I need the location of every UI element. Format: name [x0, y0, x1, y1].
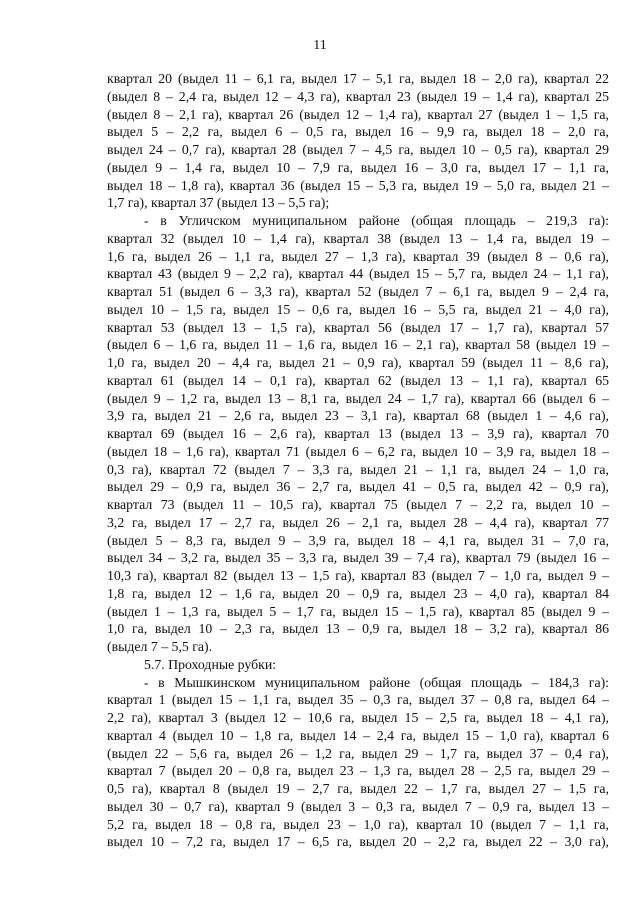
text-line: (выдел 8 – 2,1 га), квартал 26 (выдел 12 – 1,4 га), квартал 27 (выдел 1 – 1,5 га,	[107, 106, 609, 122]
text-line: 0,5 га), квартал 8 (выдел 19 – 2,7 га, выдел 22 – 1,7 га, выдел 27 – 1,5 га,	[107, 781, 609, 796]
text-line: 3,9 га, выдел 21 – 2,6 га, выдел 23 – 3,1 га), квартал 68 (выдел 1 – 4,6 га),	[107, 408, 609, 424]
text-line: (выдел 18 – 1,6 га), квартал 71 (выдел 6 – 6,2 га, выдел 10 – 3,9 га, выдел 18 –	[107, 443, 609, 459]
text-line: - в Угличском муниципальном районе (общая площадь – 219,3 га):	[144, 213, 609, 228]
text-line: 1,0 га, выдел 10 – 2,3 га, выдел 13 – 0,9 га, выдел 18 – 3,2 га), квартал 86	[107, 621, 609, 637]
text-line: выдел 30 – 0,7 га), квартал 9 (выдел 3 – 0,3 га, выдел 7 – 0,9 га, выдел 13 –	[107, 798, 609, 814]
text-line: выдел 10 – 1,5 га, выдел 15 – 0,6 га, выдел 16 – 5,5 га, выдел 21 – 4,0 га),	[107, 301, 609, 317]
text-line: квартал 73 (выдел 11 – 10,5 га), квартал 75 (выдел 7 – 2,2 га, выдел 10 –	[107, 497, 609, 512]
text-line: квартал 1 (выдел 15 – 1,1 га, выдел 35 – 0,3 га, выдел 37 – 0,8 га, выдел 64 –	[107, 692, 609, 708]
text-line: квартал 4 (выдел 10 – 1,8 га, выдел 14 – 2,4 га, выдел 15 – 1,0 га), квартал 6	[107, 727, 609, 743]
text-line: (выдел 9 – 1,4 га, выдел 10 – 7,9 га, выдел 16 – 3,0 га, выдел 17 – 1,1 га,	[107, 159, 609, 175]
text-line: 3,2 га, выдел 17 – 2,7 га, выдел 26 – 2,1 га, выдел 28 – 4,4 га), квартал 77	[107, 514, 609, 530]
text-line: 2,2 га), квартал 3 (выдел 12 – 10,6 га, выдел 15 – 2,5 га, выдел 18 – 4,1 га),	[107, 710, 609, 725]
text-line: квартал 7 (выдел 20 – 0,8 га, выдел 23 – 1,3 га, выдел 28 – 2,5 га, выдел 29 –	[107, 763, 609, 779]
text-line: квартал 51 (выдел 6 – 3,3 га), квартал 52 (выдел 7 – 6,1 га, выдел 9 – 2,4 га,	[107, 284, 609, 299]
text-line: (выдел 7 – 5,5 га).	[107, 639, 213, 654]
text-line: 1,0 га, выдел 20 – 4,4 га, выдел 21 – 0,9 га), квартал 59 (выдел 11 – 8,6 га),	[107, 355, 609, 370]
text-line: квартал 61 (выдел 14 – 0,1 га), квартал 62 (выдел 13 – 1,1 га), квартал 65	[107, 372, 609, 388]
text-line: - в Мышкинском муниципальном районе (общая площадь – 184,3 га):	[144, 674, 609, 690]
text-line: (выдел 22 – 5,6 га, выдел 26 – 1,2 га, выдел 29 – 1,7 га, выдел 37 – 0,4 га),	[107, 745, 609, 761]
page-number: 11	[313, 38, 327, 53]
text-line: (выдел 9 – 1,2 га, выдел 13 – 8,1 га, выдел 24 – 1,7 га), квартал 66 (выдел 6 –	[107, 390, 609, 406]
text-line: выдел 29 – 0,9 га, выдел 36 – 2,7 га, выдел 41 – 0,5 га, выдел 42 – 0,9 га),	[107, 479, 609, 495]
document-body	[107, 70, 609, 851]
text-line: квартал 32 (выдел 10 – 1,4 га), квартал 38 (выдел 13 – 1,4 га, выдел 19 –	[107, 230, 609, 246]
text-line: 1,8 га, выдел 12 – 1,6 га, выдел 20 – 0,9 га, выдел 23 – 4,0 га), квартал 84	[107, 585, 609, 601]
text-line: квартал 53 (выдел 13 – 1,5 га), квартал 56 (выдел 17 – 1,7 га), квартал 57	[107, 319, 609, 335]
text-line: квартал 20 (выдел 11 – 6,1 га, выдел 17 – 5,1 га, выдел 18 – 2,0 га), квартал 22	[107, 71, 609, 86]
text-line: 1,7 га), квартал 37 (выдел 13 – 5,5 га);	[107, 195, 330, 211]
text-line: (выдел 1 – 1,3 га, выдел 5 – 1,7 га, выдел 15 – 1,5 га), квартал 85 (выдел 9 –	[107, 603, 609, 619]
text-line: выдел 10 – 7,2 га, выдел 17 – 6,5 га, выдел 20 – 2,2 га, выдел 22 – 3,0 га),	[107, 834, 609, 850]
text-line: выдел 5 – 2,2 га, выдел 6 – 0,5 га, выдел 16 – 9,9 га, выдел 18 – 2,0 га,	[107, 124, 609, 140]
text-line: выдел 18 – 1,8 га), квартал 36 (выдел 15 – 5,3 га, выдел 19 – 5,0 га, выдел 21 –	[107, 177, 609, 193]
text-line: 1,6 га, выдел 26 – 1,1 га, выдел 27 – 1,3 га), квартал 39 (выдел 8 – 0,6 га),	[107, 248, 609, 264]
text-line: 5,2 га, выдел 18 – 0,8 га, выдел 23 – 1,0 га), квартал 10 (выдел 7 – 1,1 га,	[107, 816, 609, 832]
text-line: квартал 69 (выдел 16 – 2,6 га), квартал 13 (выдел 13 – 3,9 га), квартал 70	[107, 426, 609, 441]
text-line: (выдел 8 – 2,4 га, выдел 12 – 4,3 га), квартал 23 (выдел 19 – 1,4 га), квартал 25	[107, 88, 609, 104]
text-line: выдел 24 – 0,7 га), квартал 28 (выдел 7 – 4,5 га, выдел 10 – 0,5 га), квартал 29	[107, 142, 609, 157]
text-line: 5.7. Проходные рубки:	[144, 656, 277, 672]
text-line: квартал 43 (выдел 9 – 2,2 га), квартал 44 (выдел 15 – 5,7 га, выдел 24 – 1,1 га),	[107, 266, 609, 282]
text-line: 0,3 га), квартал 72 (выдел 7 – 3,3 га, выдел 21 – 1,1 га, выдел 24 – 1,0 га,	[107, 461, 609, 477]
text-line: (выдел 6 – 1,6 га, выдел 11 – 1,6 га, выдел 16 – 2,1 га), квартал 58 (выдел 19 –	[107, 337, 609, 353]
text-line: (выдел 5 – 8,3 га, выдел 9 – 3,9 га, выдел 18 – 4,1 га, выдел 31 – 7,0 га,	[107, 532, 609, 548]
text-line: выдел 34 – 3,2 га, выдел 35 – 3,3 га, выдел 39 – 7,4 га), квартал 79 (выдел 16 –	[107, 550, 609, 566]
text-line: 10,3 га), квартал 82 (выдел 13 – 1,5 га), квартал 83 (выдел 7 – 1,0 га, выдел 9 –	[107, 568, 609, 583]
